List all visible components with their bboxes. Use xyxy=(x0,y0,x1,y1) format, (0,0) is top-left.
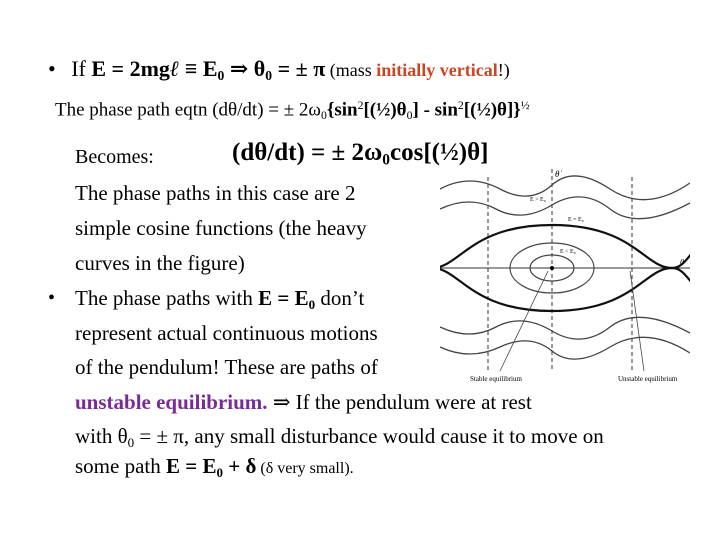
line1-eq-a: E = 2mg xyxy=(91,56,170,81)
line2-text-a: The phase path eqtn (dθ/dt) = ± 2ω xyxy=(55,99,321,121)
upper-open-path-1 xyxy=(440,176,690,200)
para2-l6-sub: 0 xyxy=(216,464,223,480)
line-2 xyxy=(55,99,530,123)
para2-l1-a: The phase paths with xyxy=(75,286,259,310)
line1-eq-b: = ± π xyxy=(272,56,326,81)
para2-line-6 xyxy=(75,454,354,481)
para2-l4-rest: ⇒ If the pendulum were at rest xyxy=(267,390,532,414)
line-3-label: Becomes: xyxy=(75,146,154,168)
para2-l6-d: (δ very small). xyxy=(256,460,354,477)
line2-text-c: [(½)θ xyxy=(363,99,407,121)
para2-l6-b: E = E xyxy=(165,454,217,478)
para2-l1-sub: 0 xyxy=(308,296,316,312)
upper-open-path-2 xyxy=(440,197,690,219)
line1-implies: ⇒ θ xyxy=(224,56,266,81)
label-e0: E = E₀ xyxy=(568,217,584,223)
line1-sub0a: 0 xyxy=(217,68,225,84)
bullet-2: • xyxy=(48,287,56,309)
line2-sub0c: 0 xyxy=(406,109,413,122)
label-theta: θ xyxy=(680,258,684,267)
stable-point xyxy=(550,266,554,270)
axis-y-label: θ̇ xyxy=(555,169,560,179)
line1-highlight: initially vertical xyxy=(376,60,498,80)
para1-line-3: curves in the figure) xyxy=(75,251,245,275)
para2-line-5 xyxy=(75,424,604,451)
para2-l4-highlight: unstable equilibrium. xyxy=(75,390,268,414)
phase-portrait-figure xyxy=(440,165,690,387)
line2-text-d: ] - sin xyxy=(412,99,458,121)
line3-eq-a: (dθ/dt) = ± 2ω xyxy=(232,139,383,166)
line2-text-e: [(½)θ]} xyxy=(463,99,521,121)
separatrix-lower xyxy=(440,268,690,311)
label-e-lt: E < E₀ xyxy=(560,249,576,255)
line-1 xyxy=(48,56,510,84)
line2-sup2a: 2 xyxy=(357,99,364,112)
line2-text-b: {sin xyxy=(326,99,358,121)
para2-line-2: represent actual continuous motions xyxy=(75,321,378,345)
para2-l5-sub: 0 xyxy=(127,434,135,450)
line1-ell: ℓ xyxy=(169,56,180,81)
separatrix-upper xyxy=(440,225,690,268)
para1-line-2: simple cosine functions (the heavy xyxy=(75,216,367,240)
para2-l5-a: with θ xyxy=(75,424,128,448)
line1-sub0b: 0 xyxy=(265,68,273,84)
line1-equiv: ≡ E xyxy=(179,56,218,81)
line2-sup-half: ½ xyxy=(520,99,530,112)
label-unstable: Unstable equilibrium xyxy=(618,375,678,383)
para2-l1-c: don’t xyxy=(315,286,365,310)
line1-prefix: If xyxy=(71,56,92,81)
label-e-gt: E > E₀ xyxy=(530,197,546,203)
para2-line-3: of the pendulum! These are paths of xyxy=(75,355,378,379)
para1-line-1: The phase paths in this case are 2 xyxy=(75,181,356,205)
lower-open-path-1 xyxy=(440,337,690,359)
line2-sub0: 0 xyxy=(320,109,327,122)
para2-l5-b: = ± π, any small disturbance would cause it to move on xyxy=(134,424,604,448)
para2-l6-c: + δ xyxy=(222,454,257,478)
line1-paren-open: (mass xyxy=(325,60,377,80)
para2-l1-b: E = E xyxy=(258,286,309,310)
para2-l6-a: some path xyxy=(75,454,166,478)
line1-paren-close: !) xyxy=(497,60,510,80)
para2-line-4 xyxy=(75,390,532,415)
line2-sup2b: 2 xyxy=(457,99,464,112)
label-stable: Stable equilibrium xyxy=(470,375,522,383)
line3-eq-b: cos[(½)θ] xyxy=(390,139,489,166)
para2-line-1 xyxy=(75,286,364,313)
line3-sub0: 0 xyxy=(382,151,391,169)
bullet: • xyxy=(48,56,56,81)
lower-open-path-2 xyxy=(440,317,690,339)
